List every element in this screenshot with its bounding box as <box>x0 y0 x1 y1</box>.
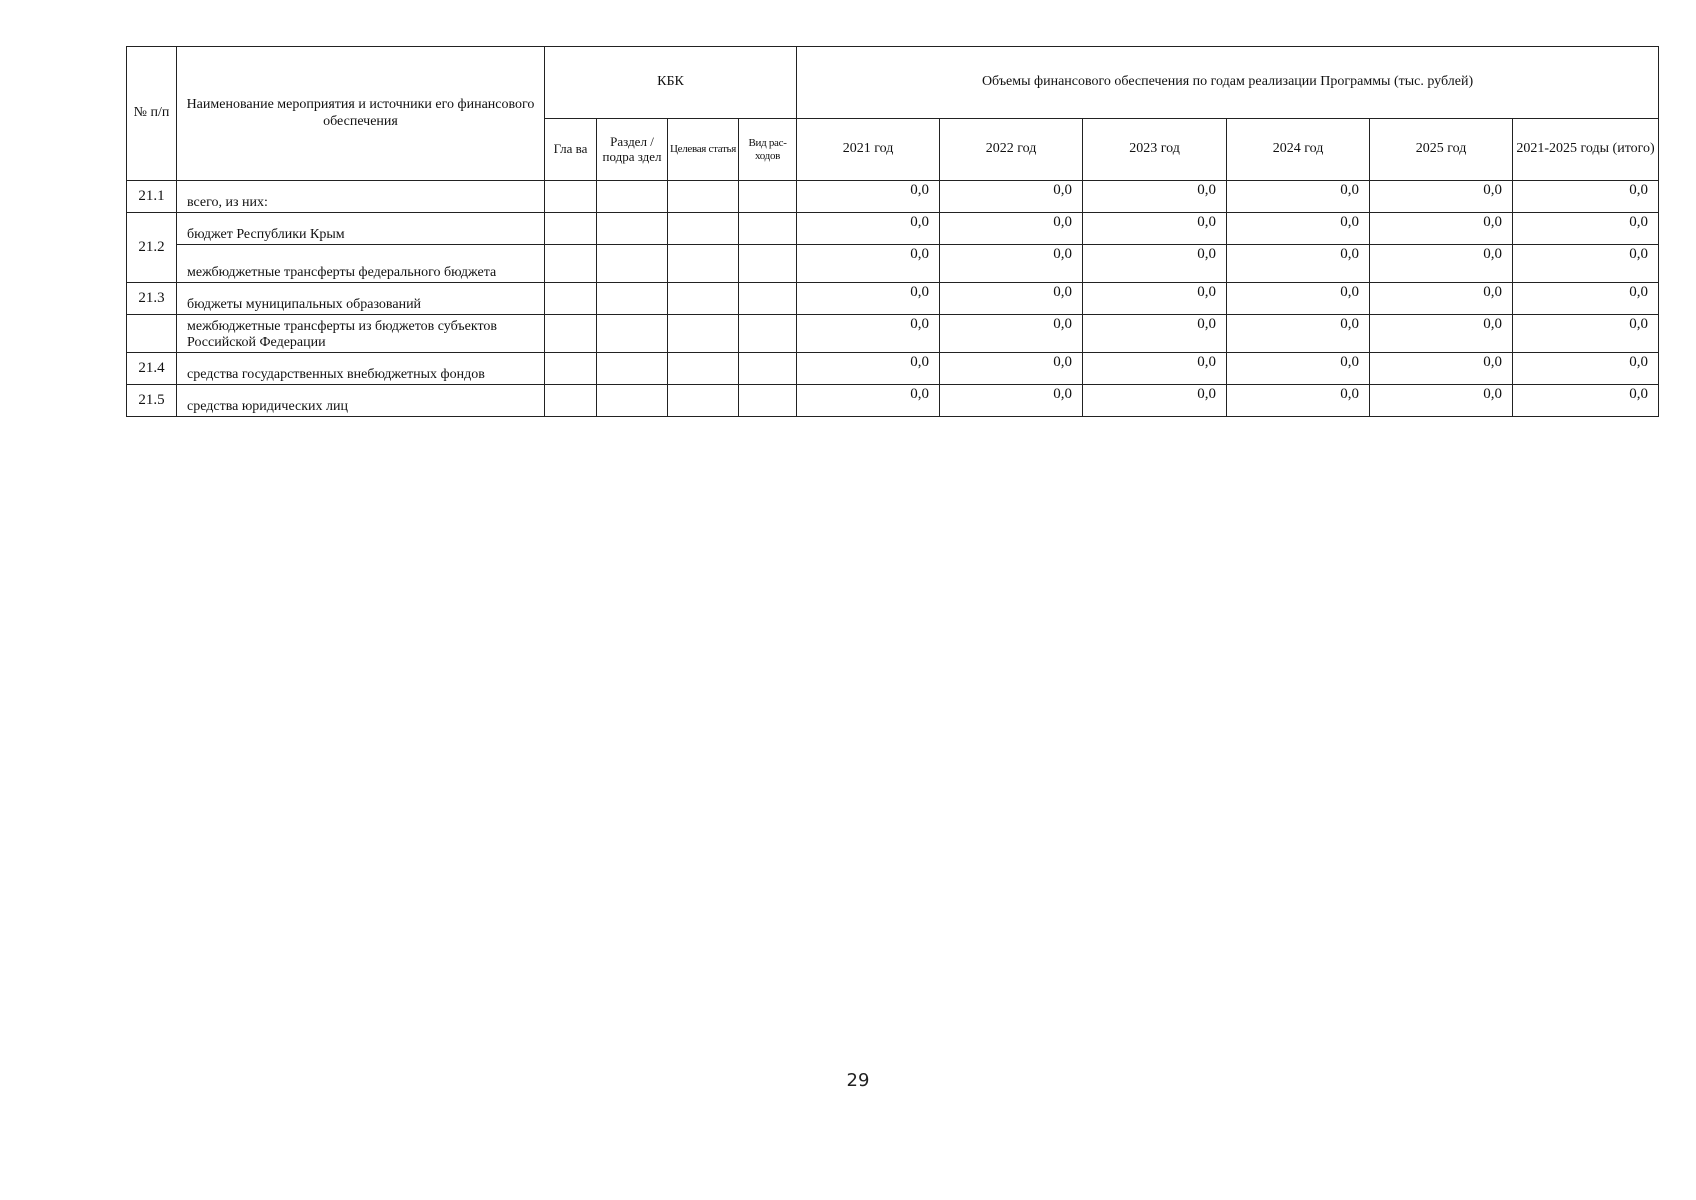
header-volumes: Объемы финансового обеспечения по годам реализации Программы (тыс. рублей) <box>797 47 1659 119</box>
row-number: 21.2 <box>127 213 177 283</box>
value-cell: 0,0 <box>1370 385 1513 417</box>
header-kbk: КБК <box>545 47 797 119</box>
value-cell: 0,0 <box>797 181 940 213</box>
value-cell: 0,0 <box>797 283 940 315</box>
kbk-cell <box>739 385 797 417</box>
row-number: 21.1 <box>127 181 177 213</box>
kbk-cell <box>739 283 797 315</box>
value-cell: 0,0 <box>940 283 1083 315</box>
kbk-cell <box>545 385 597 417</box>
value-cell: 0,0 <box>1227 353 1370 385</box>
value-cell: 0,0 <box>797 353 940 385</box>
kbk-cell <box>597 353 668 385</box>
value-cell: 0,0 <box>1370 181 1513 213</box>
value-cell: 0,0 <box>1513 245 1659 283</box>
kbk-cell <box>739 315 797 353</box>
kbk-cell <box>668 315 739 353</box>
kbk-cell <box>597 283 668 315</box>
table-row <box>127 385 1659 417</box>
value-cell: 0,0 <box>1083 245 1227 283</box>
table-row <box>127 245 1659 283</box>
row-name: межбюджетные трансферты федерального бюджета <box>177 245 545 283</box>
row-name: всего, из них: <box>177 181 545 213</box>
kbk-cell <box>597 385 668 417</box>
header-year-2021: 2021 год <box>797 119 940 181</box>
value-cell: 0,0 <box>1227 315 1370 353</box>
value-cell: 0,0 <box>1370 283 1513 315</box>
row-number: 21.5 <box>127 385 177 417</box>
header-kbk-celevaya-statya: Целевая статья <box>668 119 739 181</box>
header-year-total: 2021-2025 годы (итого) <box>1513 119 1659 181</box>
kbk-cell <box>668 283 739 315</box>
value-cell: 0,0 <box>1083 315 1227 353</box>
value-cell: 0,0 <box>940 181 1083 213</box>
value-cell: 0,0 <box>1513 213 1659 245</box>
value-cell: 0,0 <box>940 213 1083 245</box>
value-cell: 0,0 <box>1370 353 1513 385</box>
kbk-cell <box>668 245 739 283</box>
row-number <box>127 315 177 353</box>
value-cell: 0,0 <box>1227 385 1370 417</box>
value-cell: 0,0 <box>1513 353 1659 385</box>
value-cell: 0,0 <box>940 315 1083 353</box>
value-cell: 0,0 <box>1083 283 1227 315</box>
financing-table <box>126 46 1659 417</box>
value-cell: 0,0 <box>797 315 940 353</box>
value-cell: 0,0 <box>940 353 1083 385</box>
value-cell: 0,0 <box>1083 181 1227 213</box>
header-row-1 <box>127 47 1659 119</box>
table-row <box>127 283 1659 315</box>
row-name: бюджет Республики Крым <box>177 213 545 245</box>
table-row <box>127 315 1659 353</box>
table-row <box>127 181 1659 213</box>
value-cell: 0,0 <box>1083 385 1227 417</box>
value-cell: 0,0 <box>940 385 1083 417</box>
kbk-cell <box>545 213 597 245</box>
row-name: бюджеты муниципальных образований <box>177 283 545 315</box>
value-cell: 0,0 <box>797 385 940 417</box>
value-cell: 0,0 <box>1227 245 1370 283</box>
header-kbk-glava: Гла ва <box>545 119 597 181</box>
kbk-cell <box>545 181 597 213</box>
value-cell: 0,0 <box>797 245 940 283</box>
kbk-cell <box>545 315 597 353</box>
header-number: № п/п <box>127 47 177 181</box>
kbk-cell <box>597 315 668 353</box>
value-cell: 0,0 <box>1513 283 1659 315</box>
kbk-cell <box>668 385 739 417</box>
table-row <box>127 353 1659 385</box>
kbk-cell <box>739 353 797 385</box>
kbk-cell <box>668 353 739 385</box>
value-cell: 0,0 <box>1370 213 1513 245</box>
value-cell: 0,0 <box>797 213 940 245</box>
kbk-cell <box>668 181 739 213</box>
value-cell: 0,0 <box>1513 181 1659 213</box>
row-name: межбюджетные трансферты из бюджетов субъектов Российской Федерации <box>177 315 545 353</box>
row-name: средства юридических лиц <box>177 385 545 417</box>
page-number: 29 <box>846 1070 870 1091</box>
table-row <box>127 213 1659 245</box>
kbk-cell <box>545 353 597 385</box>
value-cell: 0,0 <box>1227 181 1370 213</box>
value-cell: 0,0 <box>1083 213 1227 245</box>
value-cell: 0,0 <box>1370 315 1513 353</box>
kbk-cell <box>739 181 797 213</box>
header-year-2022: 2022 год <box>940 119 1083 181</box>
kbk-cell <box>545 245 597 283</box>
value-cell: 0,0 <box>1083 353 1227 385</box>
row-number: 21.3 <box>127 283 177 315</box>
value-cell: 0,0 <box>1227 213 1370 245</box>
kbk-cell <box>597 245 668 283</box>
value-cell: 0,0 <box>1513 385 1659 417</box>
header-year-2024: 2024 год <box>1227 119 1370 181</box>
header-kbk-vid-rashodov: Вид рас- ходов <box>739 119 797 181</box>
row-name: средства государственных внебюджетных фондов <box>177 353 545 385</box>
kbk-cell <box>545 283 597 315</box>
value-cell: 0,0 <box>1370 245 1513 283</box>
kbk-cell <box>739 213 797 245</box>
header-year-2023: 2023 год <box>1083 119 1227 181</box>
header-name: Наименование мероприятия и источники его финансового обеспечения <box>177 47 545 181</box>
kbk-cell <box>597 213 668 245</box>
header-year-2025: 2025 год <box>1370 119 1513 181</box>
kbk-cell <box>739 245 797 283</box>
kbk-cell <box>668 213 739 245</box>
kbk-cell <box>597 181 668 213</box>
value-cell: 0,0 <box>940 245 1083 283</box>
value-cell: 0,0 <box>1513 315 1659 353</box>
value-cell: 0,0 <box>1227 283 1370 315</box>
row-number: 21.4 <box>127 353 177 385</box>
header-kbk-razdel: Раздел /подра здел <box>597 119 668 181</box>
